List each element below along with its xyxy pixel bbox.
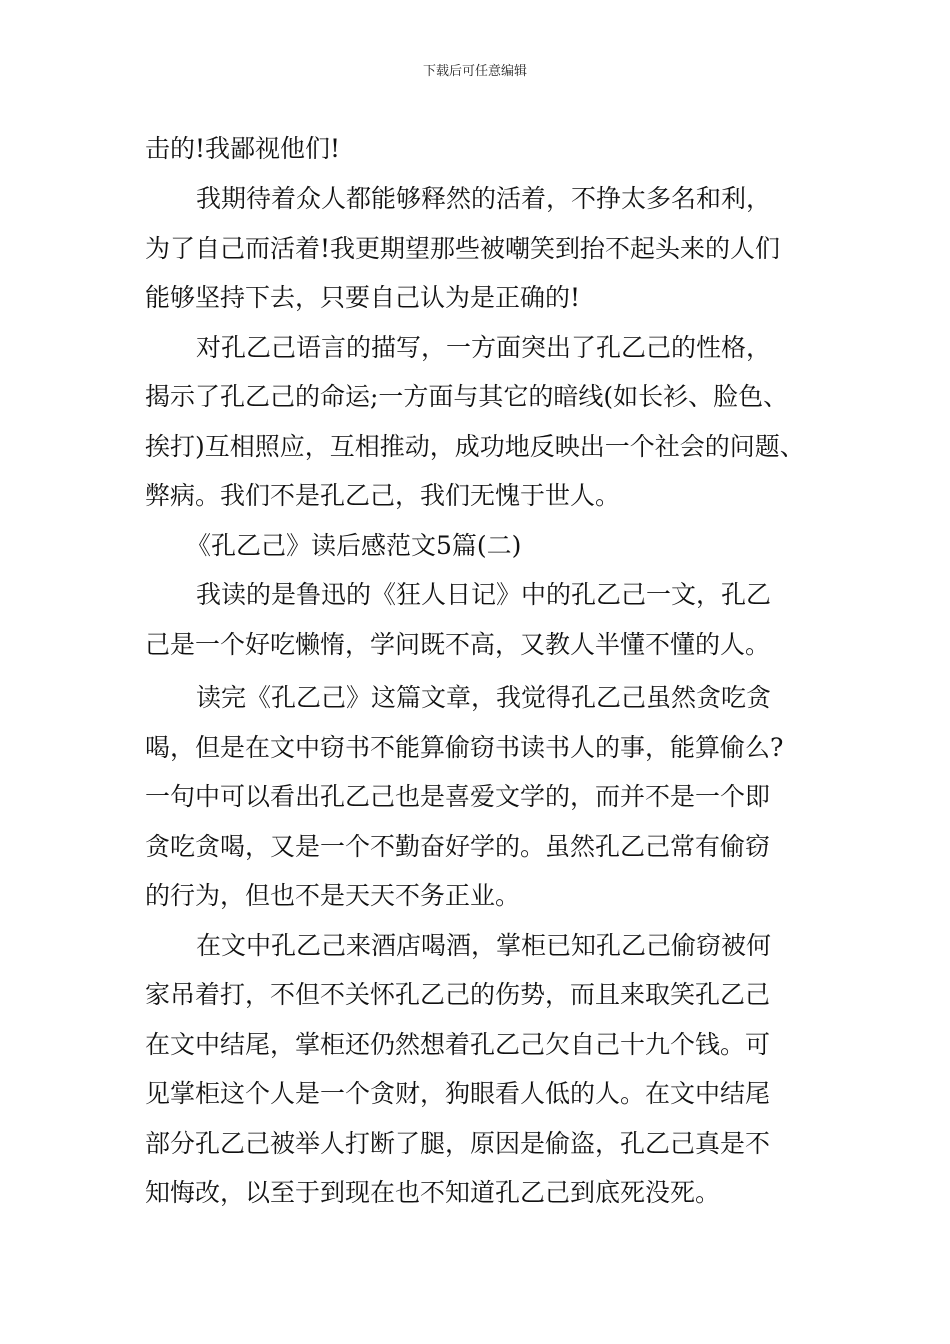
text-line: 我期待着众人都能够释然的活着，不挣太多名和利，	[196, 184, 772, 213]
text-line: 为了自己而活着!我更期望那些被嘲笑到抬不起头来的人们	[145, 234, 781, 263]
text-line: 弊病。我们不是孔乙己，我们无愧于世人。	[145, 481, 621, 510]
text-line: 己是一个好吃懒惰，学问既不高，又教人半懂不懂的人。	[145, 630, 771, 659]
text-line: 对孔乙己语言的描写，一方面突出了孔乙己的性格，	[196, 333, 772, 362]
text-line: 知悔改，以至于到现在也不知道孔乙己到底死没死。	[145, 1178, 721, 1207]
text-line: 喝，但是在文中窃书不能算偷窃书读书人的事，能算偷么?	[145, 733, 784, 762]
text-line: 读完《孔乙己》这篇文章，我觉得孔乙己虽然贪吃贪	[196, 683, 772, 712]
text-line: 揭示了孔乙己的命运;一方面与其它的暗线(如长衫、脸色、	[145, 382, 789, 411]
section-heading: 《孔乙己》读后感范文5篇(二)	[186, 531, 522, 560]
text-line: 在文中结尾，掌柜还仍然想着孔乙己欠自己十九个钱。可	[145, 1030, 771, 1059]
text-line: 的行为，但也不是天天不务正业。	[145, 881, 521, 910]
text-line: 我读的是鲁迅的《狂人日记》中的孔乙己一文，孔乙	[196, 580, 772, 609]
text-line: 见掌柜这个人是一个贪财，狗眼看人低的人。在文中结尾	[145, 1079, 771, 1108]
text-line: 贪吃贪喝，又是一个不勤奋好学的。虽然孔乙己常有偷窃	[145, 832, 771, 861]
text-line: 能够坚持下去，只要自己认为是正确的!	[145, 283, 581, 312]
text-line: 在文中孔乙己来酒店喝酒，掌柜已知孔乙己偷窃被何	[196, 931, 772, 960]
text-line: 挨打)互相照应，互相推动，成功地反映出一个社会的问题、	[145, 432, 805, 461]
text-line: 部分孔乙己被举人打断了腿，原因是偷盗，孔乙己真是不	[145, 1129, 771, 1158]
text-line: 一句中可以看出孔乙己也是喜爱文学的，而并不是一个即	[145, 782, 771, 811]
text-line: 击的!我鄙视他们!	[145, 134, 341, 163]
page-header: 下载后可任意编辑	[422, 64, 527, 79]
text-line: 家吊着打，不但不关怀孔乙己的伤势，而且来取笑孔乙己	[145, 980, 771, 1009]
